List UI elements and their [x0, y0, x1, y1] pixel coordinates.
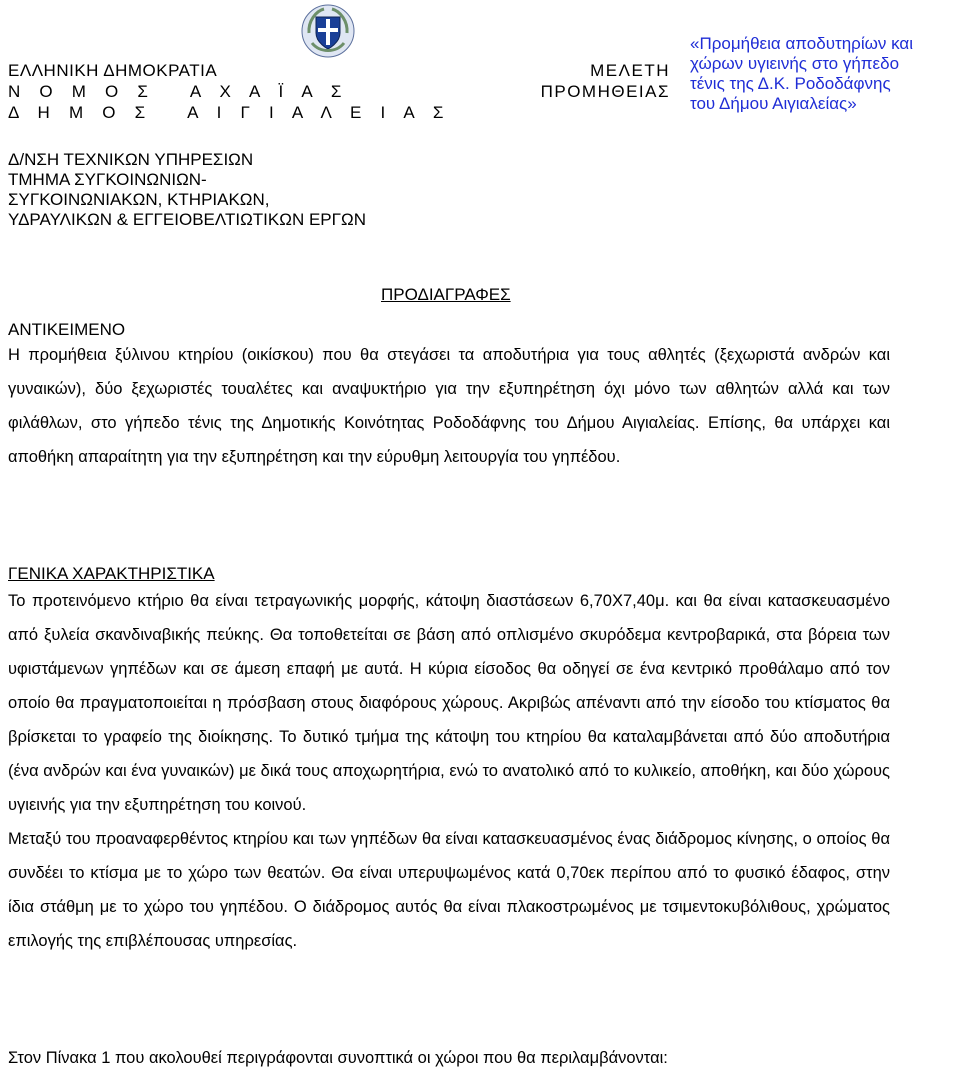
department-line2: ΤΜΗΜΑ ΣΥΓΚΟΙΝΩΝΙΩΝ-	[8, 170, 207, 189]
general-characteristics-heading: ΓΕΝΙΚΑ ΧΑΡΑΚΤΗΡΙΣΤΙΚΑ	[8, 564, 215, 583]
municipality-name: Δ Η Μ Ο Σ Α Ι Γ Ι Α Λ Ε Ι Α Σ	[8, 103, 451, 122]
coat-of-arms-emblem	[300, 3, 356, 59]
project-title	[690, 34, 958, 114]
project-title-line4: του Δήμου Αιγιαλείας»	[690, 94, 857, 113]
header-authority-block	[8, 60, 488, 123]
project-title-line2: χώρων υγιεινής στο γήπεδο	[690, 54, 900, 73]
department-line1: Δ/ΝΣΗ ΤΕΧΝΙΚΩΝ ΥΠΗΡΕΣΙΩΝ	[8, 150, 254, 169]
object-paragraph: Η προμήθεια ξύλινου κτηρίου (οικίσκου) που θα στεγάσει τα αποδυτήρια για τους αθλητές (ξεχωριστά ανδρών και γυναικών), δύο ξεχωριστές τουαλέτες και αναψυκτήριο για την εξυπηρέτηση όχι μόνο των αθλητών αλλά και των φιλάθλων, στο γήπεδο τένις της Δημοτικής Κοινότητας Ροδοδάφνης του Δήμου Αιγιαλείας. Επίσης, θα υπάρχει και αποθήκη απαραίτητη για την εξυπηρέτηση και την εύρυθμη λειτουργία του γηπέδου.	[8, 346, 890, 466]
state-name: ΕΛΛΗΝΙΚΗ ΔΗΜΟΚΡΑΤΙΑ	[8, 61, 218, 80]
department-line3: ΣΥΓΚΟΙΝΩΝΙΑΚΩΝ, ΚΤΗΡΙΑΚΩΝ,	[8, 190, 270, 209]
specifications-heading: ΠΡΟΔΙΑΓΡΑΦΕΣ	[381, 285, 511, 304]
project-title-line3: τένις της Δ.Κ. Ροδοδάφνης	[690, 74, 891, 93]
general-characteristics-section	[8, 584, 890, 958]
greek-coat-of-arms-icon	[300, 3, 356, 59]
prefecture-name: Ν Ο Μ Ο Σ Α Χ Α Ϊ Α Σ	[8, 82, 349, 101]
study-type-line1: ΜΕΛΕΤΗ	[590, 61, 670, 80]
study-type	[480, 60, 670, 102]
object-section	[8, 338, 890, 474]
department-line4: ΥΔΡΑΥΛΙΚΩΝ & ΕΓΓΕΙΟΒΕΛΤΙΩΤΙΚΩΝ ΕΡΓΩΝ	[8, 210, 366, 229]
general-paragraph-2: Μεταξύ του προαναφερθέντος κτηρίου και των γηπέδων θα είναι κατασκευασμένος ένας διάδρομος κίνησης, ο οποίος θα συνδέει το κτίσμα με το χώρο των θεατών. Θα είναι υπερυψωμένος κατά 0,70εκ περίπου από το φυσικό έδαφος, στην ίδια στάθμη με το χώρο του γηπέδου. Ο διάδρομος αυτός θα είναι πλακοστρωμένος με τσιμεντοκυβόλιθους, χρώματος επιλογής της επιβλέπουσας υπηρεσίας.	[8, 830, 890, 950]
department-block	[8, 150, 478, 230]
table-intro-text: Στον Πίνακα 1 που ακολουθεί περιγράφονται συνοπτικά οι χώροι που θα περιλαμβάνονται:	[8, 1049, 668, 1067]
object-heading: ΑΝΤΙΚΕΙΜΕΝΟ	[8, 320, 126, 339]
general-paragraph-1: Το προτεινόμενο κτήριο θα είναι τετραγωνικής μορφής, κάτοψη διαστάσεων 6,70Χ7,40μ. και θα είναι κατασκευασμένο από ξυλεία σκανδιναβικής πεύκης. Θα τοποθετείται σε βάση από οπλισμένο σκυρόδεμα κεντροβαρικά, στα βόρεια των υφιστάμενων γηπέδων και σε άμεση επαφή με αυτά. Η κύρια είσοδος θα οδηγεί σε ένα κεντρικό προθάλαμο από τον οποίο θα πραγματοποιείται η πρόσβαση στους διαφόρους χώρους. Ακριβώς απέναντι από την είσοδο του κτίσματος θα βρίσκεται το γραφείο της διοίκησης. Το δυτικό τμήμα της κάτοψη του κτηρίου θα καταλαμβάνεται από δύο αποδυτήρια (ένα ανδρών και ένα γυναικών) με δικά τους αποχωρητήρια, ενώ το ανατολικό από το κυλικείο, αποθήκη, και δύο χώρους υγιεινής για την εξυπηρέτηση του κοινού.	[8, 592, 890, 814]
study-type-line2: ΠΡΟΜΗΘΕΙΑΣ	[540, 82, 670, 101]
project-title-line1: «Προμήθεια αποδυτηρίων και	[690, 34, 914, 53]
